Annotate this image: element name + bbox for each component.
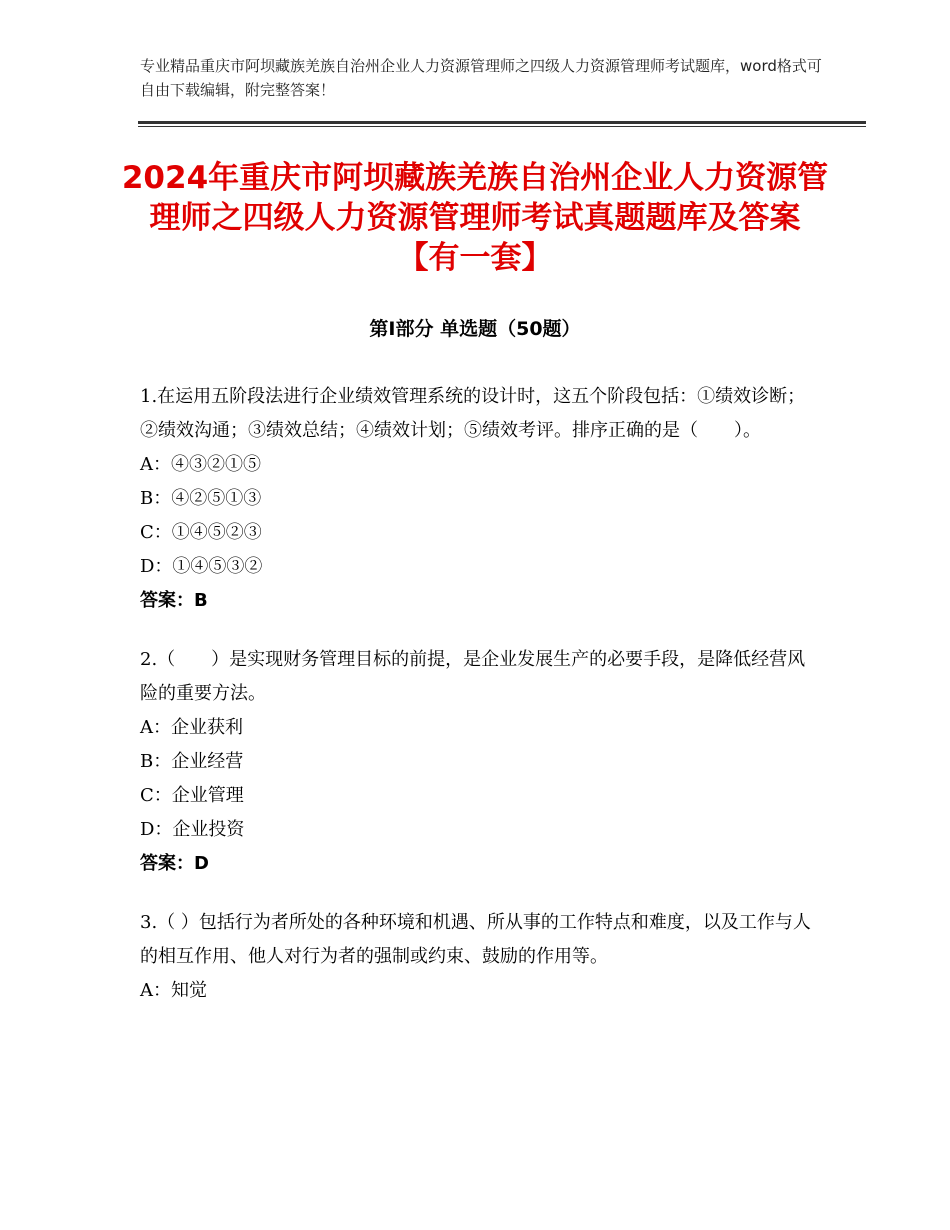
option-c: C：①④⑤②③ (140, 522, 262, 543)
option-b: B：④②⑤①③ (140, 488, 262, 509)
option-d: D：①④⑤③② (140, 556, 263, 577)
option-d: D：企业投资 (140, 819, 245, 840)
question-list (140, 380, 820, 1033)
answer: 答案：D (140, 853, 209, 874)
document-title: 2024年重庆市阿坝藏族羌族自治州企业人力资源管理师之四级人力资源管理师考试真题题库及答案【有一套】 (121, 160, 829, 276)
header-note: 专业精品重庆市阿坝藏族羌族自治州企业人力资源管理师之四级人力资源管理师考试题库，word格式可自由下载编辑，附完整答案！ (140, 57, 822, 99)
option-a: A：企业获利 (140, 717, 243, 738)
option-b: B：企业经营 (140, 751, 244, 772)
question-1 (140, 380, 820, 618)
header-divider-thin (138, 126, 866, 127)
header-divider-thick (138, 121, 866, 124)
answer: 答案：B (140, 590, 208, 611)
question-3 (140, 906, 820, 1008)
question-2 (140, 643, 820, 881)
option-a: A：知觉 (140, 980, 207, 1001)
section-title: 第Ⅰ部分 单选题（50题） (369, 318, 581, 340)
question-stem: 2.（ ）是实现财务管理目标的前提，是企业发展生产的必要手段，是降低经营风险的重要方法。 (140, 649, 806, 704)
option-a: A：④③②①⑤ (140, 454, 261, 475)
option-c: C：企业管理 (140, 785, 244, 806)
question-stem: 3.（ ）包括行为者所处的各种环境和机遇、所从事的工作特点和难度，以及工作与人的相互作用、他人对行为者的强制或约束、鼓励的作用等。 (140, 912, 811, 967)
question-stem: 1.在运用五阶段法进行企业绩效管理系统的设计时，这五个阶段包括：①绩效诊断；②绩效沟通；③绩效总结；④绩效计划；⑤绩效考评。排序正确的是（ ）。 (140, 386, 806, 441)
